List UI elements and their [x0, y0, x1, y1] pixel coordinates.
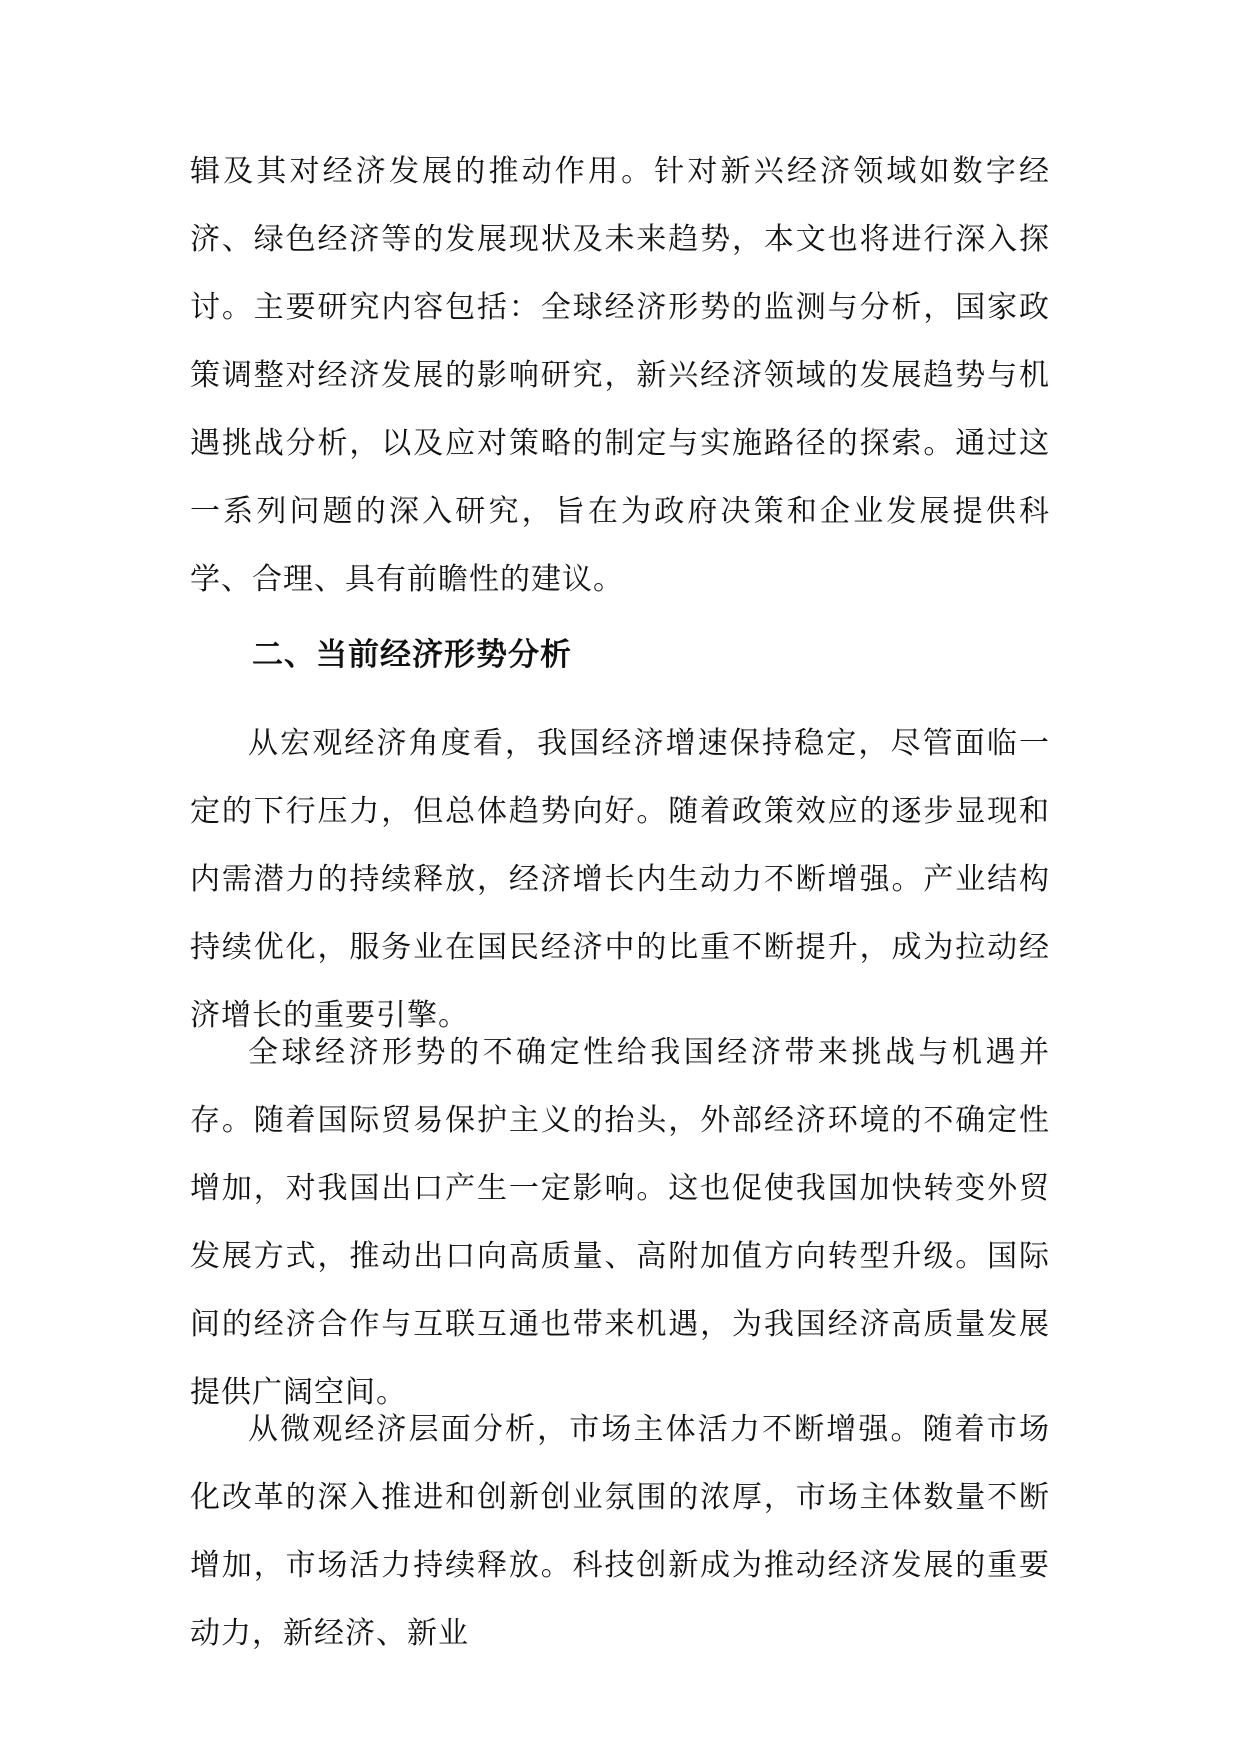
section-heading: 二、当前经济形势分析: [252, 637, 572, 673]
body-paragraph-micro: 从微观经济层面分析，市场主体活力不断增强。随着市场化改革的深入推进和创新创业氛围的浓厚，市场主体数量不断增加，市场活力持续释放。科技创新成为推动经济发展的重要动力，新经济、新业: [190, 1412, 1050, 1651]
body-paragraph-macro: 从宏观经济角度看，我国经济增速保持稳定，尽管面临一定的下行压力，但总体趋势向好。随着政策效应的逐步显现和内需潜力的持续释放，经济增长内生动力不断增强。产业结构持续优化，服务业在国民经济中的比重不断提升，成为拉动经济增长的重要引擎。: [190, 726, 1050, 1033]
intro-paragraph-continuation: 辑及其对经济发展的推动作用。针对新兴经济领域如数字经济、绿色经济等的发展现状及未来趋势，本文也将进行深入探讨。主要研究内容包括：全球经济形势的监测与分析，国家政策调整对经济发展的影响研究，新兴经济领域的发展趋势与机遇挑战分析，以及应对策略的制定与实施路径的探索。通过这一系列问题的深入研究，旨在为政府决策和企业发展提供科学、合理、具有前瞻性的建议。: [190, 154, 1050, 597]
body-paragraph-global: 全球经济形势的不确定性给我国经济带来挑战与机遇并存。随着国际贸易保护主义的抬头，外部经济环境的不确定性增加，对我国出口产生一定影响。这也促使我国加快转变外贸发展方式，推动出口向高质量、高附加值方向转型升级。国际间的经济合作与互联互通也带来机遇，为我国经济高质量发展提供广阔空间。: [190, 1035, 1050, 1410]
